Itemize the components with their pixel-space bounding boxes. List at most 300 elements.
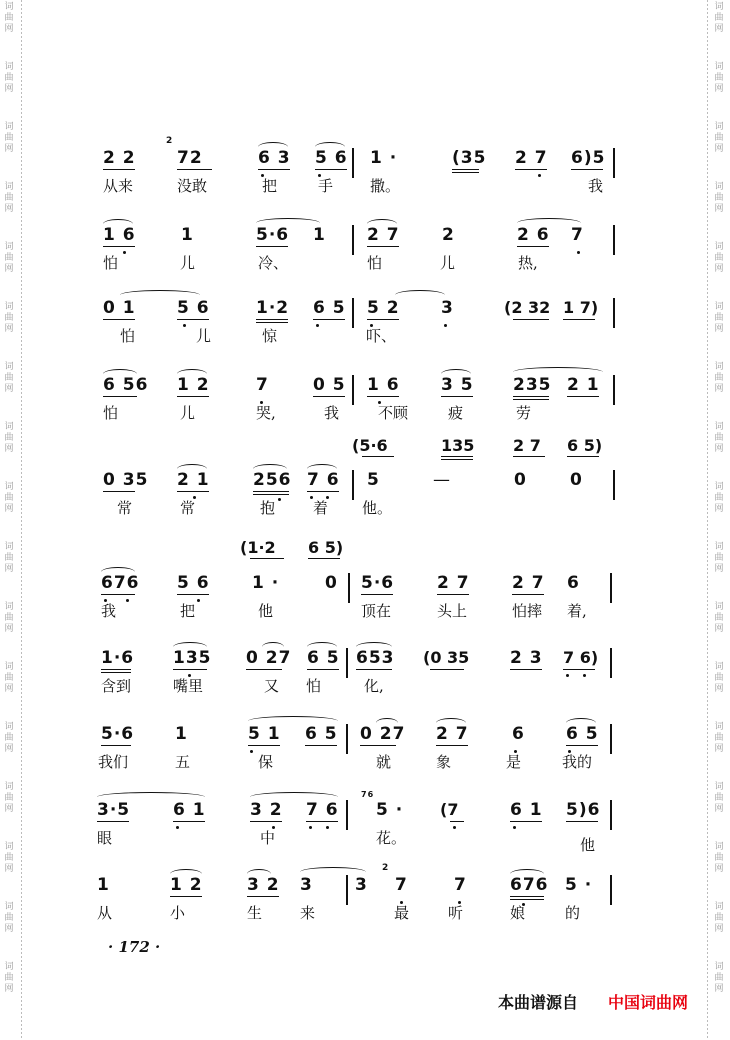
watermark-char: 曲 [4, 553, 14, 563]
note-group: 1 6 [103, 225, 136, 245]
lyric: 化, [364, 677, 384, 695]
underline [256, 319, 288, 320]
underline [101, 672, 131, 673]
note-group: 7 6 [306, 800, 339, 820]
note-group: 6)5 [571, 148, 606, 168]
bar-line [613, 470, 615, 500]
watermark-char: 曲 [714, 493, 724, 503]
watermark-char: 曲 [714, 733, 724, 743]
underline [173, 821, 205, 822]
watermark-char: 网 [4, 924, 14, 934]
lyric: 是 [506, 753, 522, 771]
watermark-char: 网 [4, 444, 14, 454]
footer-site-link[interactable]: 中国词曲网 [608, 993, 689, 1012]
note-group: 2 1 [567, 375, 600, 395]
lyric: 生 [247, 904, 263, 922]
slur [177, 464, 207, 474]
underline [256, 322, 288, 323]
note-group: 5 1 [248, 724, 281, 744]
underline [173, 669, 207, 670]
underline [430, 669, 464, 670]
score-row-1 [0, 136, 730, 195]
watermark-char: 曲 [4, 493, 14, 503]
octave-dot [176, 826, 179, 829]
watermark-char: 网 [714, 444, 724, 454]
score-row-9 [0, 790, 730, 854]
octave-dot [444, 324, 447, 327]
underline [510, 821, 542, 822]
octave-dot [583, 674, 586, 677]
watermark-glyphs [2, 2, 16, 35]
bar-line [352, 225, 354, 255]
underline [567, 456, 599, 457]
note-group: 2 7 [512, 573, 545, 593]
watermark-char: 词 [4, 602, 14, 612]
note-group: 6 [512, 724, 525, 744]
underline [177, 594, 209, 595]
watermark-char: 网 [714, 624, 724, 634]
octave-dot [316, 324, 319, 327]
watermark-char: 网 [4, 264, 14, 274]
watermark-char: 网 [4, 324, 14, 334]
lyric: 怕摔 [512, 602, 543, 620]
underline [512, 594, 544, 595]
watermark-char: 词 [4, 422, 14, 432]
underline [177, 396, 209, 397]
underline [170, 896, 202, 897]
slur [173, 642, 207, 652]
underline [441, 459, 473, 460]
note-group: 2 7 [436, 724, 469, 744]
watermark-char: 曲 [4, 373, 14, 383]
watermark-char: 网 [4, 84, 14, 94]
note-group: 2 6 [517, 225, 550, 245]
underline [563, 669, 595, 670]
note-group: 3 5 [441, 375, 474, 395]
watermark-char: 词 [4, 542, 14, 552]
note-group: 0 35 [103, 470, 149, 490]
underline [510, 896, 544, 897]
lyric: 冷、 [258, 254, 289, 272]
watermark-char: 网 [4, 384, 14, 394]
octave-dot [309, 826, 312, 829]
slur [566, 718, 596, 728]
note-group: 7 [571, 225, 584, 245]
lyric: 五 [175, 753, 191, 771]
underline [513, 319, 549, 320]
underline [313, 396, 345, 397]
slur [395, 290, 445, 300]
underline [307, 491, 339, 492]
watermark-char: 词 [714, 662, 724, 672]
watermark-char: 网 [714, 84, 724, 94]
underline [248, 745, 280, 746]
bar-line [613, 148, 615, 178]
underline [367, 246, 399, 247]
lyric: 花。 [376, 829, 407, 847]
lyric: 没敢 [177, 177, 208, 195]
lyric: 我们 [98, 753, 129, 771]
slur [436, 718, 466, 728]
watermark-char: 曲 [714, 193, 724, 203]
underline [97, 821, 129, 822]
underline [367, 319, 399, 320]
lyric: 含到 [101, 677, 132, 695]
slur [441, 369, 471, 379]
lyric: 抱 [260, 499, 276, 517]
underline [510, 899, 544, 900]
underline [437, 594, 469, 595]
octave-dot [183, 324, 186, 327]
slur [513, 367, 603, 377]
bar-line [613, 375, 615, 405]
slur [97, 792, 205, 802]
watermark-char: 曲 [4, 613, 14, 623]
watermark-glyphs [712, 2, 726, 35]
lyric: 热, [518, 254, 538, 272]
note-group: 6 5) [308, 538, 344, 557]
watermark-char: 网 [4, 864, 14, 874]
underline [177, 491, 209, 492]
slur [307, 464, 337, 474]
watermark-char: 词 [4, 842, 14, 852]
lyric: 不顾 [378, 404, 409, 422]
bar-line [610, 648, 612, 678]
slur [376, 718, 398, 728]
underline [305, 745, 337, 746]
watermark-char: 网 [714, 24, 724, 34]
lyric: 哭, [256, 404, 276, 422]
octave-dot [566, 674, 569, 677]
lyric: 怕 [103, 404, 119, 422]
slur [307, 642, 337, 652]
watermark-char: 网 [714, 804, 724, 814]
note-group: 2 7 [367, 225, 400, 245]
note-group: 2 2 [103, 148, 136, 168]
watermark-char: 网 [714, 564, 724, 574]
lyric: 疲 [448, 404, 464, 422]
watermark-char: 词 [4, 122, 14, 132]
watermark-char: 网 [4, 204, 14, 214]
watermark-char: 曲 [4, 313, 14, 323]
note-group: 6 5 [307, 648, 340, 668]
slur [262, 642, 284, 652]
note-group: 5 2 [367, 298, 400, 318]
underline [250, 821, 282, 822]
watermark-char: 曲 [714, 973, 724, 983]
lyric: 儿 [180, 254, 196, 272]
slur [103, 219, 133, 229]
watermark-char: 曲 [4, 193, 14, 203]
bar-line [346, 648, 348, 678]
watermark-char: 曲 [714, 313, 724, 323]
note-group: 7 [256, 375, 269, 395]
underline [356, 669, 392, 670]
lyric: 着 [313, 499, 329, 517]
underline [246, 669, 282, 670]
note-group: 6 5) [567, 436, 603, 455]
watermark-char: 词 [4, 2, 14, 12]
underline [513, 399, 549, 400]
lyric: 劳 [516, 404, 532, 422]
watermark-char: 网 [4, 984, 14, 994]
underline [452, 169, 479, 170]
grace-note: 76 [361, 790, 375, 799]
octave-dot [513, 826, 516, 829]
note-group: (0 35 [423, 648, 470, 667]
note-group: 0 27 [246, 648, 292, 668]
watermark-char: 曲 [714, 613, 724, 623]
watermark-char: 词 [714, 182, 724, 192]
underline [513, 456, 545, 457]
lyric: 从来 [103, 177, 134, 195]
note-group: 256 [253, 470, 292, 490]
bar-line [610, 724, 612, 754]
underline [571, 169, 603, 170]
slur [103, 369, 137, 379]
bar-line [352, 470, 354, 500]
lyric: 我 [101, 602, 117, 620]
watermark-char: 曲 [4, 733, 14, 743]
note-group: 6 1 [173, 800, 206, 820]
watermark-char: 网 [714, 204, 724, 214]
underline [515, 169, 547, 170]
watermark-char: 曲 [714, 133, 724, 143]
bar-line [613, 298, 615, 328]
watermark-char: 词 [4, 482, 14, 492]
grace-note: 2 [166, 136, 174, 146]
score-row-3 [0, 298, 730, 345]
underline [103, 491, 135, 492]
underline [513, 396, 549, 397]
watermark-char: 词 [714, 2, 724, 12]
bar-line [348, 573, 350, 603]
underline [360, 745, 396, 746]
note-group: 1 6 [367, 375, 400, 395]
watermark-char: 词 [714, 902, 724, 912]
note-group: 5 · [376, 800, 404, 820]
lyric: 儿 [180, 404, 196, 422]
watermark-char: 网 [714, 684, 724, 694]
underline [250, 558, 284, 559]
underline [452, 172, 479, 173]
note-group: 2 7 [515, 148, 548, 168]
note-group: 5 6 [177, 573, 210, 593]
watermark-char: 曲 [4, 253, 14, 263]
underline [103, 169, 135, 170]
lyric: 娘 [510, 904, 526, 922]
watermark-char: 网 [714, 864, 724, 874]
underline [367, 396, 399, 397]
note-group: 5 6 [177, 298, 210, 318]
intro-row-5 [0, 436, 730, 462]
lyric: 撒。 [370, 177, 401, 195]
note-group: 5 · [565, 875, 593, 895]
watermark-char: 词 [714, 122, 724, 132]
lyric: 我的 [562, 753, 593, 771]
note-group: 2 1 [177, 470, 210, 490]
note-group: 676 [101, 573, 140, 593]
lyric: 最 [394, 904, 410, 922]
octave-dot [538, 174, 541, 177]
note-group: 2 7 [513, 436, 541, 455]
slur [248, 716, 338, 726]
lyric: 怕 [367, 254, 383, 272]
underline [450, 821, 464, 822]
note-group: 5 [367, 470, 380, 490]
watermark-char: 词 [4, 902, 14, 912]
bar-line [346, 875, 348, 905]
watermark-char: 词 [714, 302, 724, 312]
watermark-char: 曲 [714, 13, 724, 23]
underline [441, 396, 473, 397]
watermark-glyphs [712, 962, 726, 995]
slur [510, 869, 544, 879]
watermark-char: 网 [714, 324, 724, 334]
slur [517, 218, 581, 228]
note-group: 0 [514, 470, 527, 490]
lyric: 象 [436, 753, 452, 771]
slur [120, 290, 200, 300]
bar-line [610, 875, 612, 905]
watermark-char: 网 [4, 804, 14, 814]
underline [177, 319, 209, 320]
watermark-char: 网 [714, 504, 724, 514]
watermark-char: 词 [714, 962, 724, 972]
note-group: 6 5 [313, 298, 346, 318]
watermark-char: 网 [4, 504, 14, 514]
slur [300, 867, 366, 877]
note-group: 1 2 [177, 375, 210, 395]
note-group: 5)6 [566, 800, 601, 820]
lyric: 怕 [306, 677, 322, 695]
watermark-char: 词 [4, 62, 14, 72]
lyric: 就 [376, 753, 392, 771]
note-group: 6 5 [566, 724, 599, 744]
underline [567, 396, 599, 397]
watermark-char: 词 [4, 182, 14, 192]
lyric: 来 [300, 904, 316, 922]
score-row-4 [0, 375, 730, 422]
lyric: 他 [580, 836, 596, 854]
underline [253, 494, 289, 495]
watermark-char: 词 [4, 302, 14, 312]
note-group: 2 [442, 225, 455, 245]
octave-dot [197, 599, 200, 602]
octave-dot [250, 750, 253, 753]
note-group: 0 [570, 470, 583, 490]
watermark-char: 词 [4, 242, 14, 252]
octave-dot [453, 826, 456, 829]
watermark-char: 曲 [4, 853, 14, 863]
note-group: 1 7) [563, 298, 599, 317]
grace-note: 2 [382, 863, 390, 873]
underline [313, 319, 345, 320]
bar-line [610, 573, 612, 603]
watermark-glyphs [2, 842, 16, 875]
note-group: 3 [441, 298, 454, 318]
watermark-char: 网 [4, 624, 14, 634]
watermark-glyphs [712, 842, 726, 875]
note-group: 135 [441, 436, 475, 455]
bar-line [352, 375, 354, 405]
watermark-char: 词 [714, 242, 724, 252]
underline [101, 745, 131, 746]
lyric: 小 [170, 904, 186, 922]
lyric: 吓、 [366, 327, 397, 345]
bar-line [346, 800, 348, 830]
watermark-char: 网 [4, 24, 14, 34]
bar-line [610, 800, 612, 830]
note-group: 0 1 [103, 298, 136, 318]
note-group: 7 [395, 875, 408, 895]
watermark-glyphs [2, 962, 16, 995]
watermark-char: 词 [714, 782, 724, 792]
watermark-char: 曲 [714, 793, 724, 803]
slur [253, 464, 287, 474]
note-group: (2 32 [504, 298, 551, 317]
watermark-char: 网 [714, 384, 724, 394]
watermark-char: 曲 [714, 673, 724, 683]
underline [361, 594, 393, 595]
note-group: 6 56 [103, 375, 149, 395]
note-group: 1 2 [170, 875, 203, 895]
watermark-char: 曲 [4, 673, 14, 683]
watermark-char: 曲 [714, 553, 724, 563]
lyric: 从 [97, 904, 113, 922]
note-group: (1·2 [240, 538, 276, 557]
score-row-10 [0, 863, 730, 922]
underline [247, 896, 279, 897]
octave-dot [326, 826, 329, 829]
lyric: 手 [318, 177, 334, 195]
note-group: 1 · [370, 148, 398, 168]
page-number: · 172 · [108, 938, 161, 956]
lyric: 他 [258, 602, 274, 620]
watermark-char: 词 [4, 662, 14, 672]
underline [306, 821, 338, 822]
score-row-6 [0, 573, 730, 620]
note-group: 676 [510, 875, 549, 895]
watermark-char: 词 [714, 62, 724, 72]
note-group: 0 27 [360, 724, 406, 744]
slur [315, 142, 345, 152]
watermark-char: 网 [714, 984, 724, 994]
note-group: (35 [452, 148, 487, 168]
underline [362, 456, 394, 457]
note-group: 3 [355, 875, 368, 895]
note-group: 653 [356, 648, 395, 668]
underline [177, 169, 212, 170]
slur [250, 792, 338, 802]
watermark-char: 词 [4, 962, 14, 972]
watermark-char: 曲 [4, 433, 14, 443]
watermark-char: 词 [4, 782, 14, 792]
lyric: 怕 [120, 327, 136, 345]
lyric: 又 [264, 677, 280, 695]
watermark-char: 词 [714, 842, 724, 852]
lyric: 头上 [437, 602, 468, 620]
slur [101, 567, 135, 577]
note-group: 6 5 [305, 724, 338, 744]
watermark-char: 曲 [714, 913, 724, 923]
note-group: 5·6 [101, 724, 135, 744]
note-group: 235 [513, 375, 552, 395]
watermark-glyphs [2, 62, 16, 95]
watermark-char: 网 [714, 144, 724, 154]
note-group: 5 6 [315, 148, 348, 168]
lyric: 中 [260, 829, 276, 847]
